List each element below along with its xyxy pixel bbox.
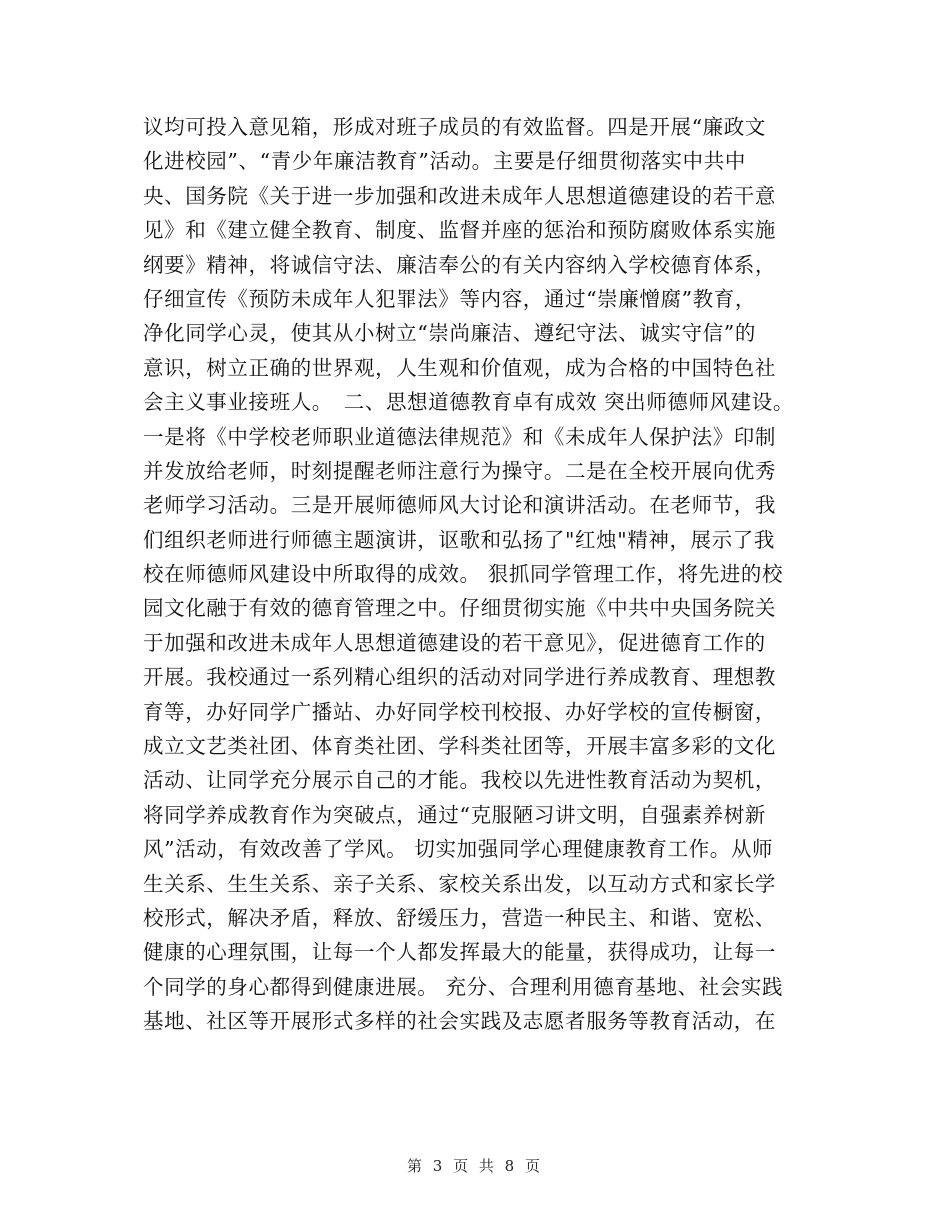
text-line: 于加强和改进未成年人思想道德建设的若干意见》，促进德育工作的 (143, 630, 766, 655)
text-line: 并发放给老师，时刻提醒老师注意行为操守。二是在全校开展向优秀 (143, 458, 776, 483)
page-number-footer: 第 3 页 共 8 页 (407, 1157, 543, 1175)
text-line: 见》和《建立健全教育、制度、监督并座的惩治和预防腐败体系实施 (143, 218, 776, 243)
text-line: 一是将《中学校老师职业道德法律规范》和《未成年人保护法》印制 (143, 424, 776, 449)
text-line: 议均可投入意见箱，形成对班子成员的有效监督。四是开展“廉政文 (143, 115, 766, 139)
text-line: 净化同学心灵，使其从小树立“崇尚廉洁、遵纪守法、诚实守信”的 (143, 321, 756, 346)
text-line: 化进校园”、“青少年廉洁教育”活动。主要是仔细贯彻落实中共中 (143, 149, 746, 174)
text-line: 健康的心理氛围，让每一个人都发挥最大的能量，获得成功，让每一 (143, 940, 776, 965)
text-line: 老师学习活动。三是开展师德师风大讨论和演讲活动。在老师节，我 (143, 493, 776, 518)
text-line: 基地、社区等开展形式多样的社会实践及志愿者服务等教育活动，在 (143, 1009, 776, 1034)
body-text (143, 110, 843, 1039)
text-line: 纲要》精神，将诚信守法、廉洁奉公的有关内容纳入学校德育体系， (143, 252, 776, 277)
text-line: 成立文艺类社团、体育类社团、学科类社团等，开展丰富多彩的文化 (143, 734, 776, 759)
text-line: 育等，办好同学广播站、办好同学校刊校报、办好学校的宣传橱窗， (143, 699, 776, 724)
text-line: 校在师德师风建设中所取得的成效。 狠抓同学管理工作，将先进的校 (143, 562, 784, 587)
text-line: 央、国务院《关于进一步加强和改进未成年人思想道德建设的若干意 (143, 183, 776, 208)
text-line: 将同学养成教育作为突破点，通过“克服陋习讲文明，自强素养树新 (143, 802, 766, 827)
text-line: 开展。我校通过一系列精心组织的活动对同学进行养成教育、理想教 (143, 665, 776, 690)
text-line: 们组织老师进行师德主题演讲，讴歌和弘扬了"红烛"精神，展示了我 (143, 527, 775, 552)
text-line: 园文化融于有效的德育管理之中。仔细贯彻实施《中共中央国务院关 (143, 596, 776, 621)
text-line: 生关系、生生关系、亲子关系、家校关系出发，以互动方式和家长学 (143, 871, 776, 896)
text-line: 个同学的身心都得到健康进展。 充分、合理利用德育基地、社会实践 (143, 974, 784, 999)
text-line: 活动、让同学充分展示自己的才能。我校以先进性教育活动为契机， (143, 768, 776, 793)
text-line: 风”活动，有效改善了学风。 切实加强同学心理健康教育工作。从师 (143, 837, 774, 862)
text-line: 校形式，解决矛盾，释放、舒缓压力，营造一种民主、和谐、宽松、 (143, 905, 776, 930)
text-line: 仔细宣传《预防未成年人犯罪法》等内容，通过“崇廉憎腐”教育， (143, 286, 756, 311)
text-line: 意识，树立正确的世界观，人生观和价值观，成为合格的中国特色社 (143, 355, 776, 380)
text-line: 会主义事业接班人。 二、思想道德教育卓有成效 突出师德师风建设。 (143, 390, 794, 415)
